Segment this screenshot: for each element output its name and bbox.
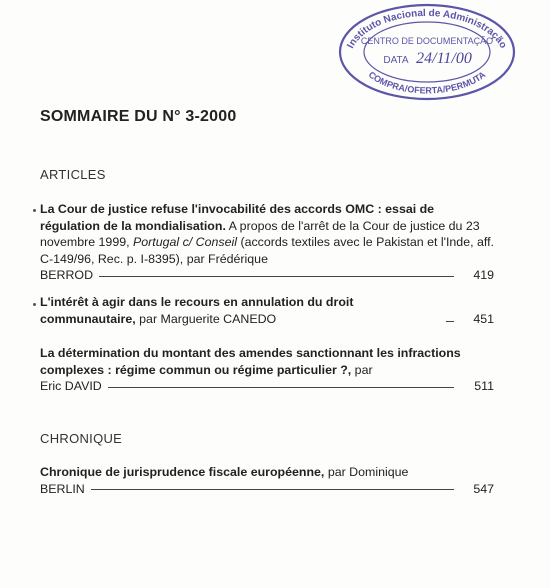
entry-last-line	[40, 267, 494, 284]
entry-description-cont: (accords textiles avec le Pakistan et l'Inde, aff. C-149/96, Rec. p. I-8395), par Frédérique	[40, 235, 494, 266]
stamp-line1: CENTRO DE DOCUMENTAÇÃO	[360, 36, 494, 46]
entry-text	[40, 294, 440, 327]
leader-line	[108, 387, 454, 388]
stamp-date-label: DATA	[383, 55, 409, 66]
entry-title: La Cour de justice refuse l'invocabilité des accords OMC : essai de régulation de la mondialisation.	[40, 202, 435, 233]
page-title: SOMMAIRE DU N° 3-2000	[40, 108, 237, 125]
toc-entry[interactable]	[40, 294, 494, 327]
bullet-mark	[33, 209, 36, 212]
entry-description: par	[351, 362, 373, 377]
library-stamp	[336, 2, 518, 102]
entry-text	[40, 345, 494, 378]
entry-body	[40, 294, 494, 327]
entry-description: A propos de l'arrêt de la Cour de justice du 23 novembre 1999,	[40, 218, 480, 249]
entry-text	[40, 464, 494, 481]
page-number: 451	[473, 311, 494, 326]
entry-author: BERLIN	[40, 481, 85, 496]
page-number: 419	[473, 268, 494, 282]
stamp-arc-bottom: COMPRA/OFERTA/PERMUTA	[366, 69, 488, 96]
entry-text	[40, 201, 494, 267]
entry-description: par Dominique	[324, 465, 409, 479]
entry-last-line	[40, 481, 494, 498]
section-heading-articles: ARTICLES	[40, 167, 106, 182]
entry-last-line	[40, 378, 494, 395]
entry-title: L'intérêt à agir dans le recours en annulation du droit communautaire,	[40, 295, 354, 326]
entry-author: Eric DAVID	[40, 379, 102, 393]
section-heading-chronique: CHRONIQUE	[40, 431, 123, 446]
entry-title: Chronique de jurisprudence fiscale européenne,	[40, 465, 325, 479]
stamp-arc-top: Instituto Nacional de Administração	[345, 7, 509, 51]
stamp-date: 24/11/00	[416, 50, 472, 67]
leader-line	[446, 321, 454, 322]
page-number: 511	[474, 379, 494, 393]
leader-line	[99, 276, 454, 277]
bullet-mark	[33, 303, 36, 306]
toc-entry[interactable]	[40, 345, 494, 395]
entry-author: BERROD	[40, 268, 94, 282]
toc-entry[interactable]	[40, 201, 494, 284]
entry-author: par Marguerite CANEDO	[135, 311, 277, 326]
leader-line	[91, 489, 454, 490]
entry-case-name: Portugal c/ Conseil	[133, 235, 237, 249]
entry-title: La détermination du montant des amendes sanctionnant les infractions complexes : régime commun ou régime particulier ?,	[40, 346, 461, 377]
toc-entry[interactable]	[40, 464, 494, 497]
page-number: 547	[473, 481, 494, 496]
stamp-graphic	[336, 2, 518, 102]
